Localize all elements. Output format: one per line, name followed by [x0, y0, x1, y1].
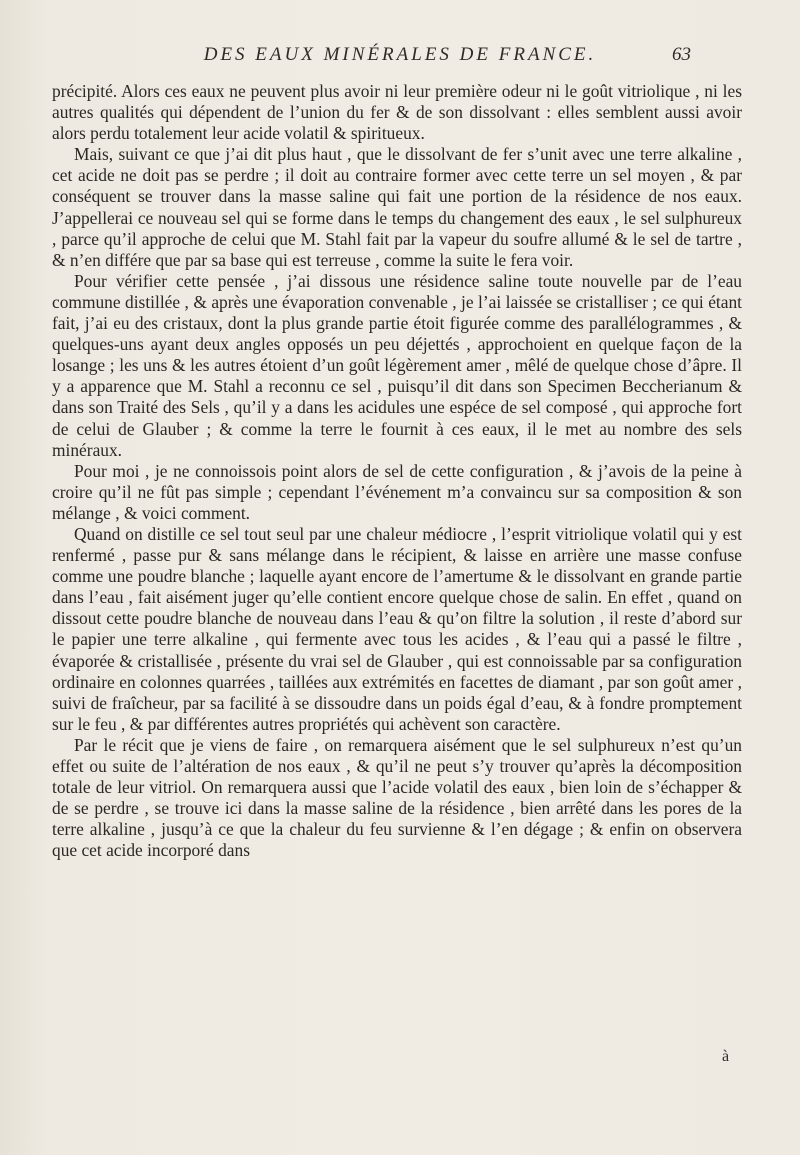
page-number: 63 — [672, 44, 691, 65]
paragraph: Mais, suivant ce que j’ai dit plus haut , que le dissolvant de fer s’unit avec une terre alkaline , cet acide ne doit pas se perdre ; il doit au contraire former avec cette terre un sel moyen , & par conséquent se trouver dans la masse saline qui fait une portion de la résidence de nos eaux. J’appellerai ce nouveau sel qui se forme dans le temps du changement des eaux , le sel sulphureux , parce qu’il approche de celui que M. Stahl fait par la vapeur du soufre allumé & le sel de tartre , & n’en différe que par sa base qui est terreuse , comme la suite le fera voir. — [52, 144, 742, 270]
body-text — [52, 81, 742, 861]
paragraph: Pour vérifier cette pensée , j’ai dissous une résidence saline toute nouvelle par de l’eau commune distillée , & après une évaporation convenable , je l’ai laissée se cristalliser ; ce qui étant fait, j’ai eu des cristaux, dont la plus grande partie étoit figurée comme des parallélogrammes , & quelques-uns ayant deux angles opposés un peu déjettés , approchoient en quelque façon de la losange ; les uns & les autres étoient d’un goût légèrement amer , mêlé de quelque chose d’âpre. Il y a apparence que M. Stahl a reconnu ce sel , puisqu’il dit dans son Specimen Beccherianum & dans son Traité des Sels , qu’il y a dans les acidules une espéce de sel composé , qui approche fort de celui de Glauber ; & comme la terre le fournit à ces eaux, il le met au nombre des sels minéraux. — [52, 270, 742, 460]
paragraph: Quand on distille ce sel tout seul par une chaleur médiocre , l’esprit vitriolique volatil qui y est renfermé , passe pur & sans mélange dans le récipient, & laisse en arrière une masse confuse comme une poudre blanche ; laquelle ayant encore de l’amertume & le dissolvant en grande partie dans l’eau , fait aisément juger qu’elle contient encore quelque chose de salin. En effet , quand on dissout cette poudre blanche de nouveau dans l’eau & qu’on filtre la solution , il reste d’abord sur le papier une terre alkaline , qui fermente avec tous les acides , & l’eau qui a passé le filtre , évaporée & cristallisée , présente du vrai sel de Glauber , qui est connoissable par sa configuration ordinaire en colonnes quarrées , taillées aux extrémités en facettes de diamant , par son goût amer , suivi de fraîcheur, par sa facilité à se dissoudre dans un poids égal d’eau, & à fondre promptement sur le feu , & par différentes autres propriétés qui achèvent son caractère. — [52, 523, 742, 734]
catchword: à — [722, 1048, 730, 1065]
paragraph: Pour moi , je ne connoissois point alors de sel de cette configuration , & j’avois de la peine à croire qu’il ne fût pas simple ; cependant l’événement m’a convaincu sur sa composition & son mélange , & voici comment. — [52, 460, 742, 523]
paragraph: Par le récit que je viens de faire , on remarquera aisément que le sel sulphureux n’est qu’un effet ou suite de l’altération de nos eaux , & qu’il ne peut s’y trouver qu’après la décomposition totale de leur vitriol. On remarquera aussi que l’acide volatil des eaux , bien loin de s’échapper & de se perdre , se trouve ici dans la masse saline de la résidence , bien arrêté dans les pores de la terre alkaline , jusqu’à ce que la chaleur du feu survienne & l’en dégage ; & enfin on observera que cet acide incorporé dans — [52, 734, 742, 861]
running-title: DES EAUX MINÉRALES DE FRANCE. — [203, 44, 597, 65]
paragraph: précipité. Alors ces eaux ne peuvent plus avoir ni leur première odeur ni le goût vitriolique , ni les autres qualités qui dépendent de l’union du fer & de son dissolvant : elles semblent aussi avoir alors perdu totalement leur acide volatil & spiritueux. — [52, 81, 742, 144]
